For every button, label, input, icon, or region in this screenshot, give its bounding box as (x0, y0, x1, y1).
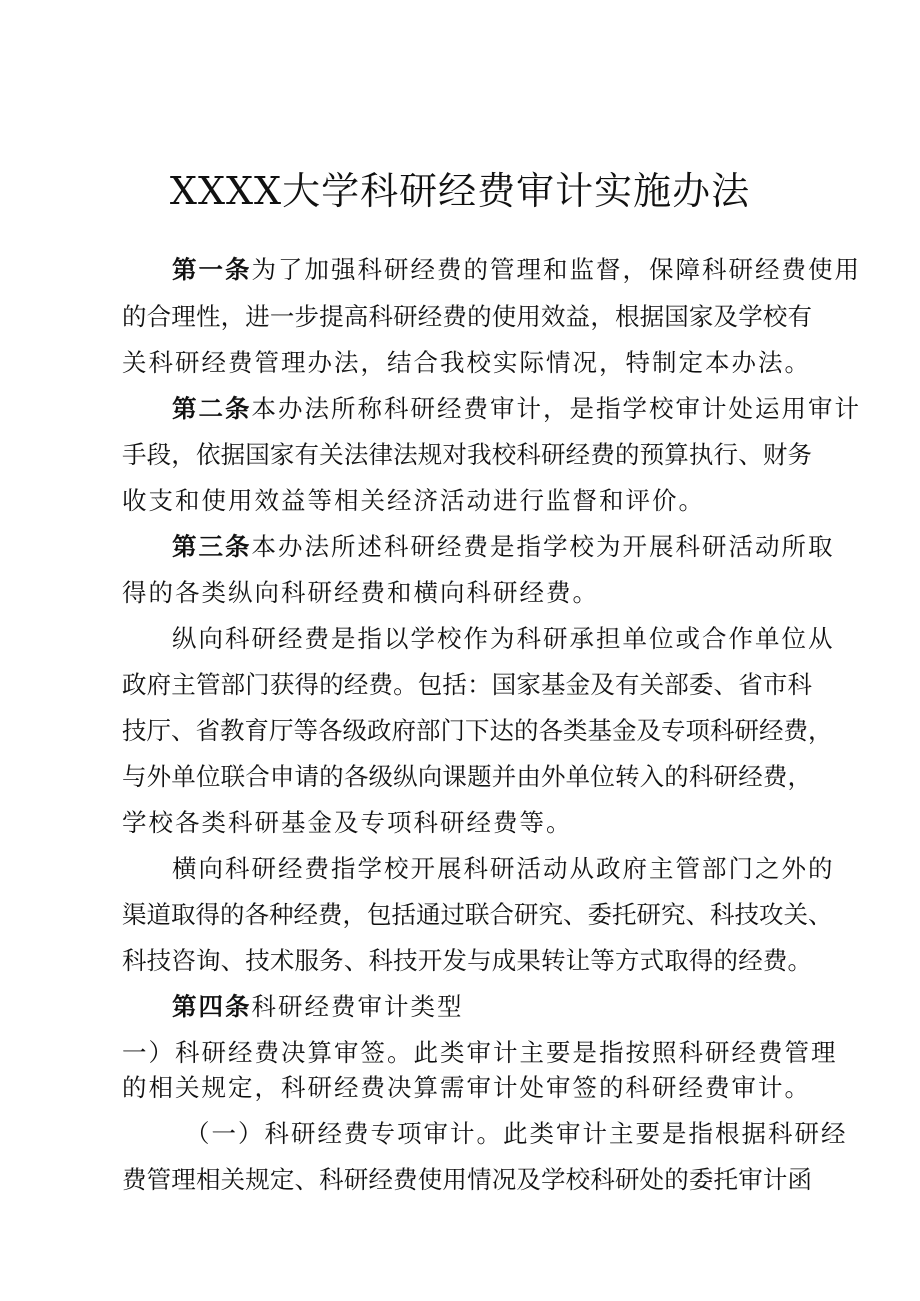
vertical-funds-line-2: 政府主管部门获得的经费。包括：国家基金及有关部委、省市科 (122, 670, 812, 699)
article-2-line-3: 收支和使用效益等相关经济活动进行监督和评价。 (122, 486, 705, 515)
audit-type-2-line-2: 费管理相关规定、科研经费使用情况及学校科研处的委托审计函 (122, 1165, 812, 1194)
vertical-funds-line-4: 与外单位联合申请的各级纵向课题并由外单位转入的科研经费， (122, 762, 812, 791)
audit-type-1-line-2: 的相关规定，科研经费决算需审计处审签的科研经费审计。 (122, 1073, 811, 1102)
article-1-line-2: 的合理性，进一步提高科研经费的使用效益，根据国家及学校有 (122, 302, 812, 331)
article-1-line-3: 关科研经费管理办法，结合我校实际情况，特制定本办法。 (122, 348, 811, 377)
article-2-line-2: 手段，依据国家有关法律法规对我校科研经费的预算执行、财务 (122, 440, 812, 469)
article-3-line-1: 第三条本办法所述科研经费是指学校为开展科研活动所取 (172, 532, 835, 561)
audit-type-2-line-1: （一）科研经费专项审计。此类审计主要是指根据科研经 (185, 1119, 848, 1148)
horizontal-funds-line-3: 科技咨询、技术服务、科技开发与成果转让等方式取得的经费。 (122, 946, 812, 975)
vertical-funds-line-5: 学校各类科研基金及专项科研经费等。 (122, 808, 573, 837)
article-1-line-1: 第一条为了加强科研经费的管理和监督，保障科研经费使用 (172, 255, 861, 284)
article-1-heading: 第一条 (172, 255, 252, 284)
horizontal-funds-line-1: 横向科研经费指学校开展科研活动从政府主管部门之外的 (172, 854, 835, 883)
vertical-funds-line-1: 纵向科研经费是指以学校作为科研承担单位或合作单位从 (172, 624, 835, 653)
horizontal-funds-line-2: 渠道取得的各种经费，包括通过联合研究、委托研究、科技攻关、 (122, 900, 833, 929)
article-3-heading: 第三条 (172, 532, 252, 561)
article-4-heading: 第四条 (172, 992, 252, 1021)
article-2-heading: 第二条 (172, 394, 252, 423)
audit-type-1-line-1: 一）科研经费决算审签。此类审计主要是指按照科研经费管理 (122, 1038, 838, 1067)
document-title: XXXX大学科研经费审计实施办法 (169, 169, 751, 213)
article-4-line-1: 第四条科研经费审计类型 (172, 992, 464, 1021)
article-3-line-2: 得的各类纵向科研经费和横向科研经费。 (122, 578, 599, 607)
vertical-funds-line-3: 技厅、省教育厅等各级政府部门下达的各类基金及专项科研经费， (122, 716, 833, 745)
article-2-line-1: 第二条本办法所称科研经费审计，是指学校审计处运用审计 (172, 394, 861, 423)
